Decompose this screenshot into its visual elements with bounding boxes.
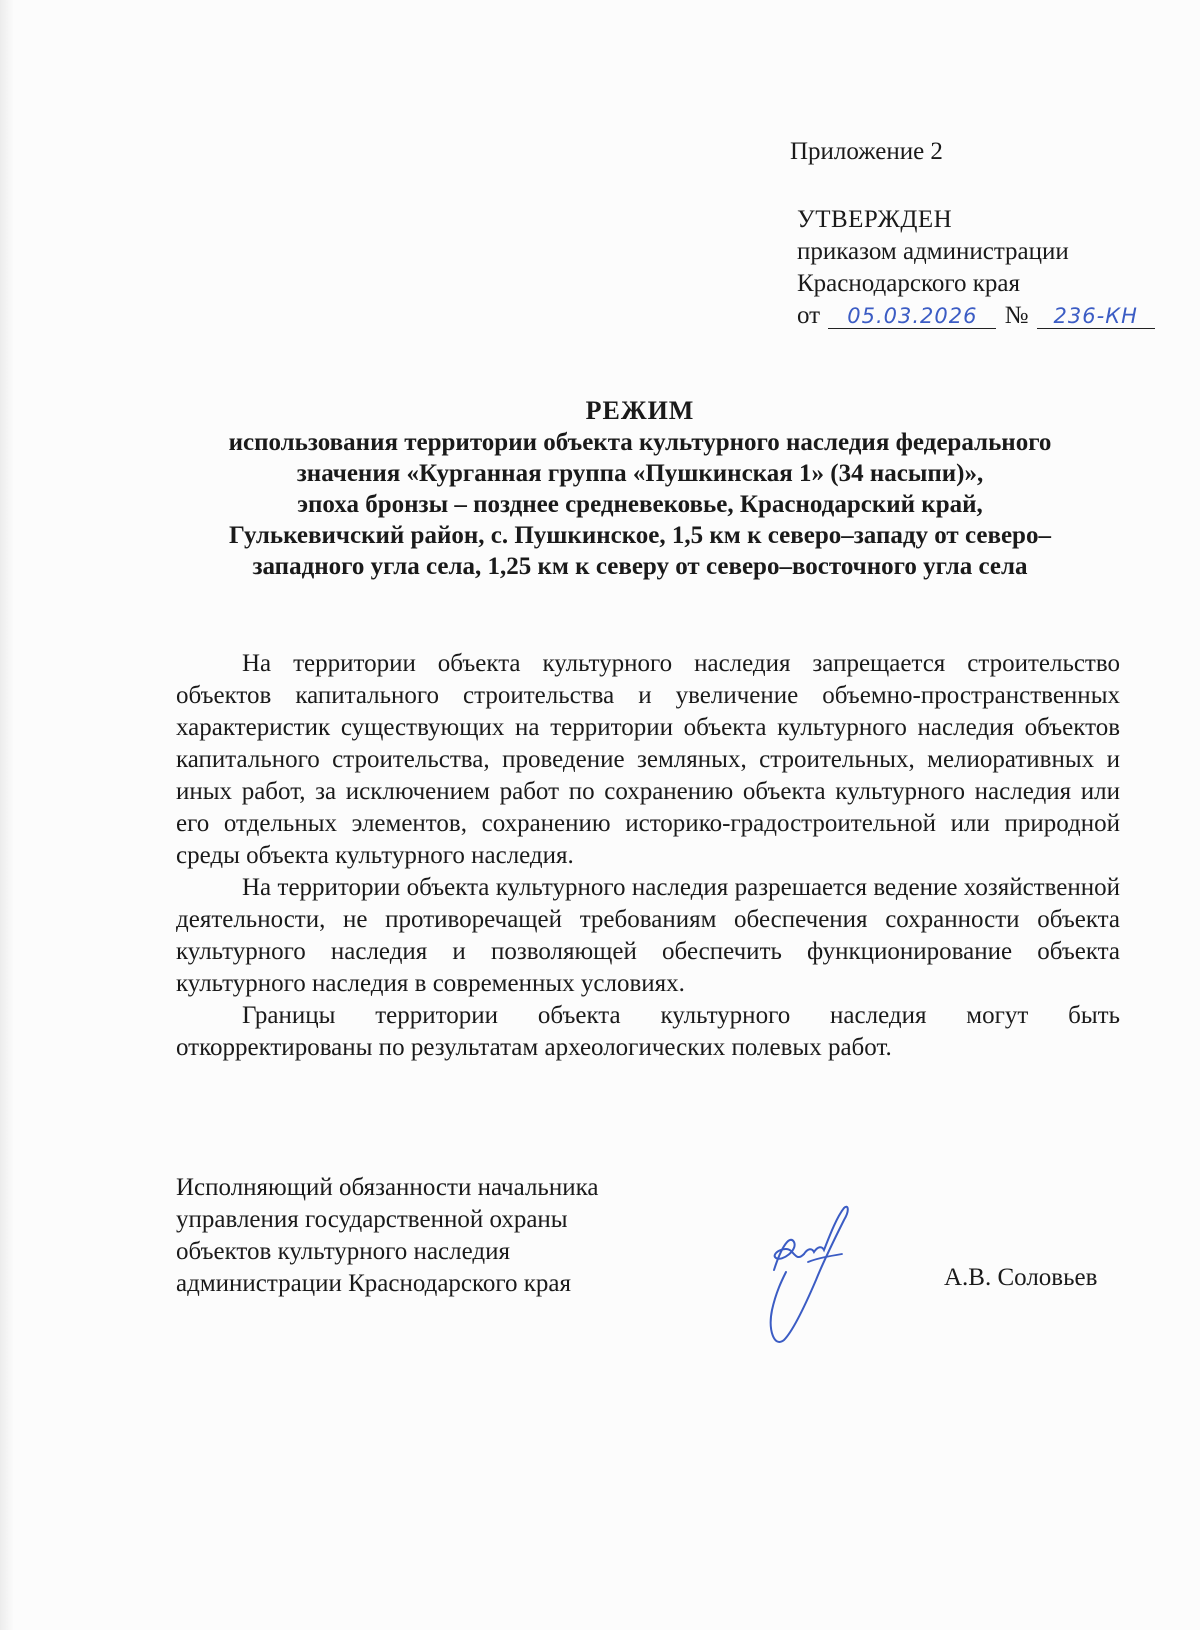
- handwritten-signature: [752, 1200, 862, 1350]
- heading-line-1: использования территории объекта культурного наследия федерального: [228, 429, 1052, 456]
- approval-stamp-block: [797, 204, 1155, 332]
- heading-line-3: эпоха бронзы – позднее средневековье, Краснодарский край,: [297, 491, 983, 518]
- signatory-line-1: Исполняющий обязанности начальника: [176, 1174, 599, 1201]
- heading-title: РЕЖИМ: [585, 396, 695, 425]
- date-prefix: от: [797, 302, 821, 329]
- heading-line-2: значения «Курганная группа «Пушкинская 1» (34 насыпи)»,: [296, 460, 984, 487]
- paragraph-prohibitions: На территории объекта культурного наследия запрещается строительство объектов капитального строительства и увеличение объемно-пространственных характеристик существующих на территории объекта культурного наследия объектов капитального строительства, проведение земляных, строительных, мелиоративных и иных работ, за исключением работ по сохранению объекта культурного наследия или его отдельных элементов, сохранению историко-градостроительной или природной среды объекта культурного наследия.: [176, 650, 1120, 869]
- approval-date-line: [797, 300, 1155, 332]
- signatory-line-4: администрации Краснодарского края: [176, 1270, 572, 1297]
- handwritten-order-number: 236-КН: [1037, 304, 1155, 329]
- signatory-position: [176, 1172, 598, 1300]
- appendix-label: Приложение 2: [790, 138, 943, 165]
- handwritten-date: 05.03.2026: [828, 304, 996, 329]
- approval-line-2: Краснодарского края: [797, 270, 1020, 297]
- heading-line-4: Гулькевичский район, с. Пушкинское, 1,5 км к северо–западу от северо–: [229, 522, 1051, 549]
- paragraph-boundaries: Границы территории объекта культурного наследия могут быть откорректированы по результатам археологических полевых работ.: [176, 1002, 1120, 1061]
- number-prefix: №: [1004, 302, 1029, 329]
- signatory-line-3: объектов культурного наследия: [176, 1238, 510, 1265]
- signer-name: А.В. Соловьев: [944, 1264, 1098, 1291]
- paragraph-permissions: На территории объекта культурного наследия разрешается ведение хозяйственной деятельности, не противоречащей требованиям обеспечения сохранности объекта культурного наследия и позволяющей обеспечить функционирование объекта культурного наследия в современных условиях.: [176, 874, 1120, 997]
- signatory-line-2: управления государственной охраны: [176, 1206, 568, 1233]
- scan-edge-shadow: [0, 0, 14, 1630]
- document-heading: [160, 395, 1120, 582]
- document-body: [176, 648, 1120, 1064]
- heading-line-5: западного угла села, 1,25 км к северу от северо–восточного угла села: [252, 553, 1028, 580]
- approval-line-1: приказом администрации: [797, 238, 1069, 265]
- approval-title: УТВЕРЖДЕН: [797, 206, 953, 233]
